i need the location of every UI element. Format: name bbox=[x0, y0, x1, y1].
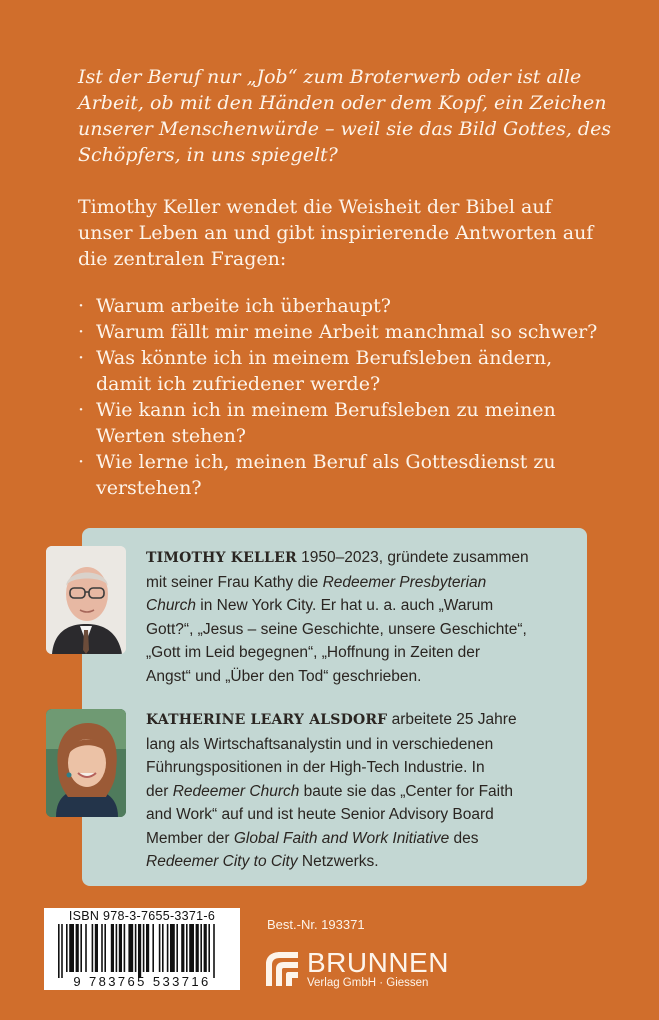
barcode-bar bbox=[66, 924, 68, 972]
barcode-bar bbox=[200, 924, 202, 972]
barcode-bar bbox=[69, 924, 74, 972]
question-text: Was könnte ich in meinem Berufsleben ändern, bbox=[96, 347, 553, 369]
question-item bbox=[78, 345, 638, 397]
barcode-bar bbox=[92, 924, 94, 972]
lead-line: die zentralen Fragen: bbox=[78, 248, 287, 270]
barcode-bar bbox=[143, 924, 145, 972]
questions-list bbox=[78, 293, 638, 501]
barcode-bar bbox=[152, 924, 154, 972]
intro-paragraph bbox=[78, 64, 618, 168]
bio-text: des bbox=[449, 829, 479, 847]
intro-line: unserer Menschenwürde – weil sie das Bild Gottes, des bbox=[78, 118, 612, 140]
barcode-bar bbox=[196, 924, 199, 972]
barcode-bar bbox=[58, 924, 60, 978]
question-text: Wie lerne ich, meinen Beruf als Gottesdienst zu bbox=[96, 451, 556, 473]
bullet-icon: · bbox=[78, 295, 85, 317]
isbn-label: ISBN 978-3-7655-3371-6 bbox=[68, 909, 216, 923]
bio-text: Member der bbox=[146, 829, 234, 847]
barcode-bar bbox=[111, 924, 114, 972]
bio-text: „Gott im Leid begegnen“, „Hoffnung in Zeiten der bbox=[146, 644, 481, 661]
bio-emphasis: Church bbox=[146, 597, 196, 614]
barcode-bar bbox=[128, 924, 133, 972]
question-text: Werten stehen? bbox=[96, 425, 246, 447]
barcode-bar bbox=[135, 924, 137, 972]
question-text: damit ich zufriedener werde? bbox=[96, 373, 381, 395]
question-item bbox=[78, 319, 638, 345]
barcode-bar bbox=[170, 924, 175, 972]
bio-text: Netzwerks. bbox=[297, 853, 379, 870]
barcode-bar bbox=[146, 924, 149, 972]
publisher-subtitle: Verlag GmbH · Giessen bbox=[307, 977, 429, 989]
bio-text: der bbox=[146, 782, 173, 800]
barcode-bar bbox=[61, 924, 63, 978]
intro-line: Schöpfers, in uns spiegelt? bbox=[78, 144, 338, 166]
publisher-name: BRUNNEN bbox=[307, 947, 449, 978]
bullet-icon: · bbox=[78, 399, 85, 421]
publisher-logo-icon bbox=[264, 950, 300, 988]
barcode-bar bbox=[204, 924, 207, 972]
bio-text: Angst“ und „Über den Tod“ geschrieben. bbox=[146, 667, 422, 685]
question-item bbox=[78, 397, 638, 449]
lead-paragraph bbox=[78, 194, 618, 272]
bio-emphasis: Redeemer Church bbox=[172, 782, 300, 800]
portrait-illustration bbox=[46, 546, 126, 654]
barcode-bar bbox=[181, 924, 184, 972]
author-photo-alsdorf bbox=[46, 709, 126, 817]
barcode-bar bbox=[208, 924, 210, 972]
bullet-icon: · bbox=[78, 347, 85, 369]
barcode-bar bbox=[162, 924, 164, 972]
lead-line: Timothy Keller wendet die Weisheit der Bibel auf bbox=[78, 196, 552, 218]
barcode-bar bbox=[119, 924, 122, 972]
barcode-bar bbox=[104, 924, 106, 972]
barcode-bar bbox=[76, 924, 79, 972]
intro-line: Arbeit, ob mit den Händen oder dem Kopf, ein Zeichen bbox=[78, 92, 607, 114]
bio-emphasis: Redeemer City to City bbox=[146, 853, 298, 870]
bio-text: and Work“ auf und ist heute Senior Advisory Board bbox=[146, 806, 494, 823]
intro-line: Ist der Beruf nur „Job“ zum Broterwerb oder ist alle bbox=[78, 66, 582, 88]
bio-text: in New York City. Er hat u. a. auch „Warum bbox=[195, 597, 494, 614]
bio-text: Gott?“, „Jesus – seine Geschichte, unsere Geschichte“, bbox=[146, 620, 527, 638]
question-item bbox=[78, 449, 638, 501]
bio-alsdorf bbox=[146, 708, 576, 874]
barcode-digits: 9 783765 533716 bbox=[73, 974, 211, 989]
bullet-icon: · bbox=[78, 321, 85, 343]
order-number: Best.-Nr. 193371 bbox=[267, 917, 365, 932]
question-text: verstehen? bbox=[96, 477, 202, 499]
question-text: Warum arbeite ich überhaupt? bbox=[96, 295, 391, 317]
bullet-icon: · bbox=[78, 451, 85, 473]
bio-text: arbeitete 25 Jahre bbox=[387, 711, 517, 728]
question-item bbox=[78, 293, 638, 319]
question-text: Wie kann ich in meinem Berufsleben zu meinen bbox=[96, 399, 556, 421]
barcode-bar bbox=[159, 924, 161, 972]
barcode-bar bbox=[176, 924, 178, 972]
author-name: TIMOTHY KELLER bbox=[146, 550, 297, 566]
isbn-barcode bbox=[44, 908, 240, 990]
barcode-bar bbox=[124, 924, 126, 972]
barcode-bar bbox=[95, 924, 98, 972]
barcode-bar bbox=[116, 924, 118, 972]
barcode-bar bbox=[80, 924, 82, 972]
author-photo-keller bbox=[46, 546, 126, 654]
barcode-bar bbox=[167, 924, 169, 972]
author-name: KATHERINE LEARY ALSDORF bbox=[146, 712, 388, 728]
bio-text: 1950–2023, gründete zusammen bbox=[296, 549, 529, 566]
bio-text: Führungspositionen in der High-Tech Industrie. In bbox=[146, 759, 485, 776]
bio-text: baute sie das „Center for Faith bbox=[299, 782, 514, 800]
barcode-bar bbox=[101, 924, 103, 972]
bio-emphasis: Global Faith and Work Initiative bbox=[233, 829, 450, 847]
bio-text: mit seiner Frau Kathy die bbox=[146, 573, 323, 591]
barcode-bar bbox=[138, 924, 141, 978]
portrait-illustration bbox=[46, 709, 126, 817]
barcode-bar bbox=[213, 924, 215, 978]
question-text: Warum fällt mir meine Arbeit manchmal so schwer? bbox=[96, 321, 598, 343]
bio-text: lang als Wirtschaftsanalystin und in verschiedenen bbox=[146, 735, 494, 753]
lead-line: unser Leben an und gibt inspirierende Antworten auf bbox=[78, 222, 594, 244]
bio-emphasis: Redeemer Presbyterian bbox=[322, 573, 487, 591]
barcode-bar bbox=[85, 924, 87, 972]
barcode-bar bbox=[189, 924, 194, 972]
barcode-bar bbox=[186, 924, 188, 972]
bio-keller bbox=[146, 546, 576, 688]
